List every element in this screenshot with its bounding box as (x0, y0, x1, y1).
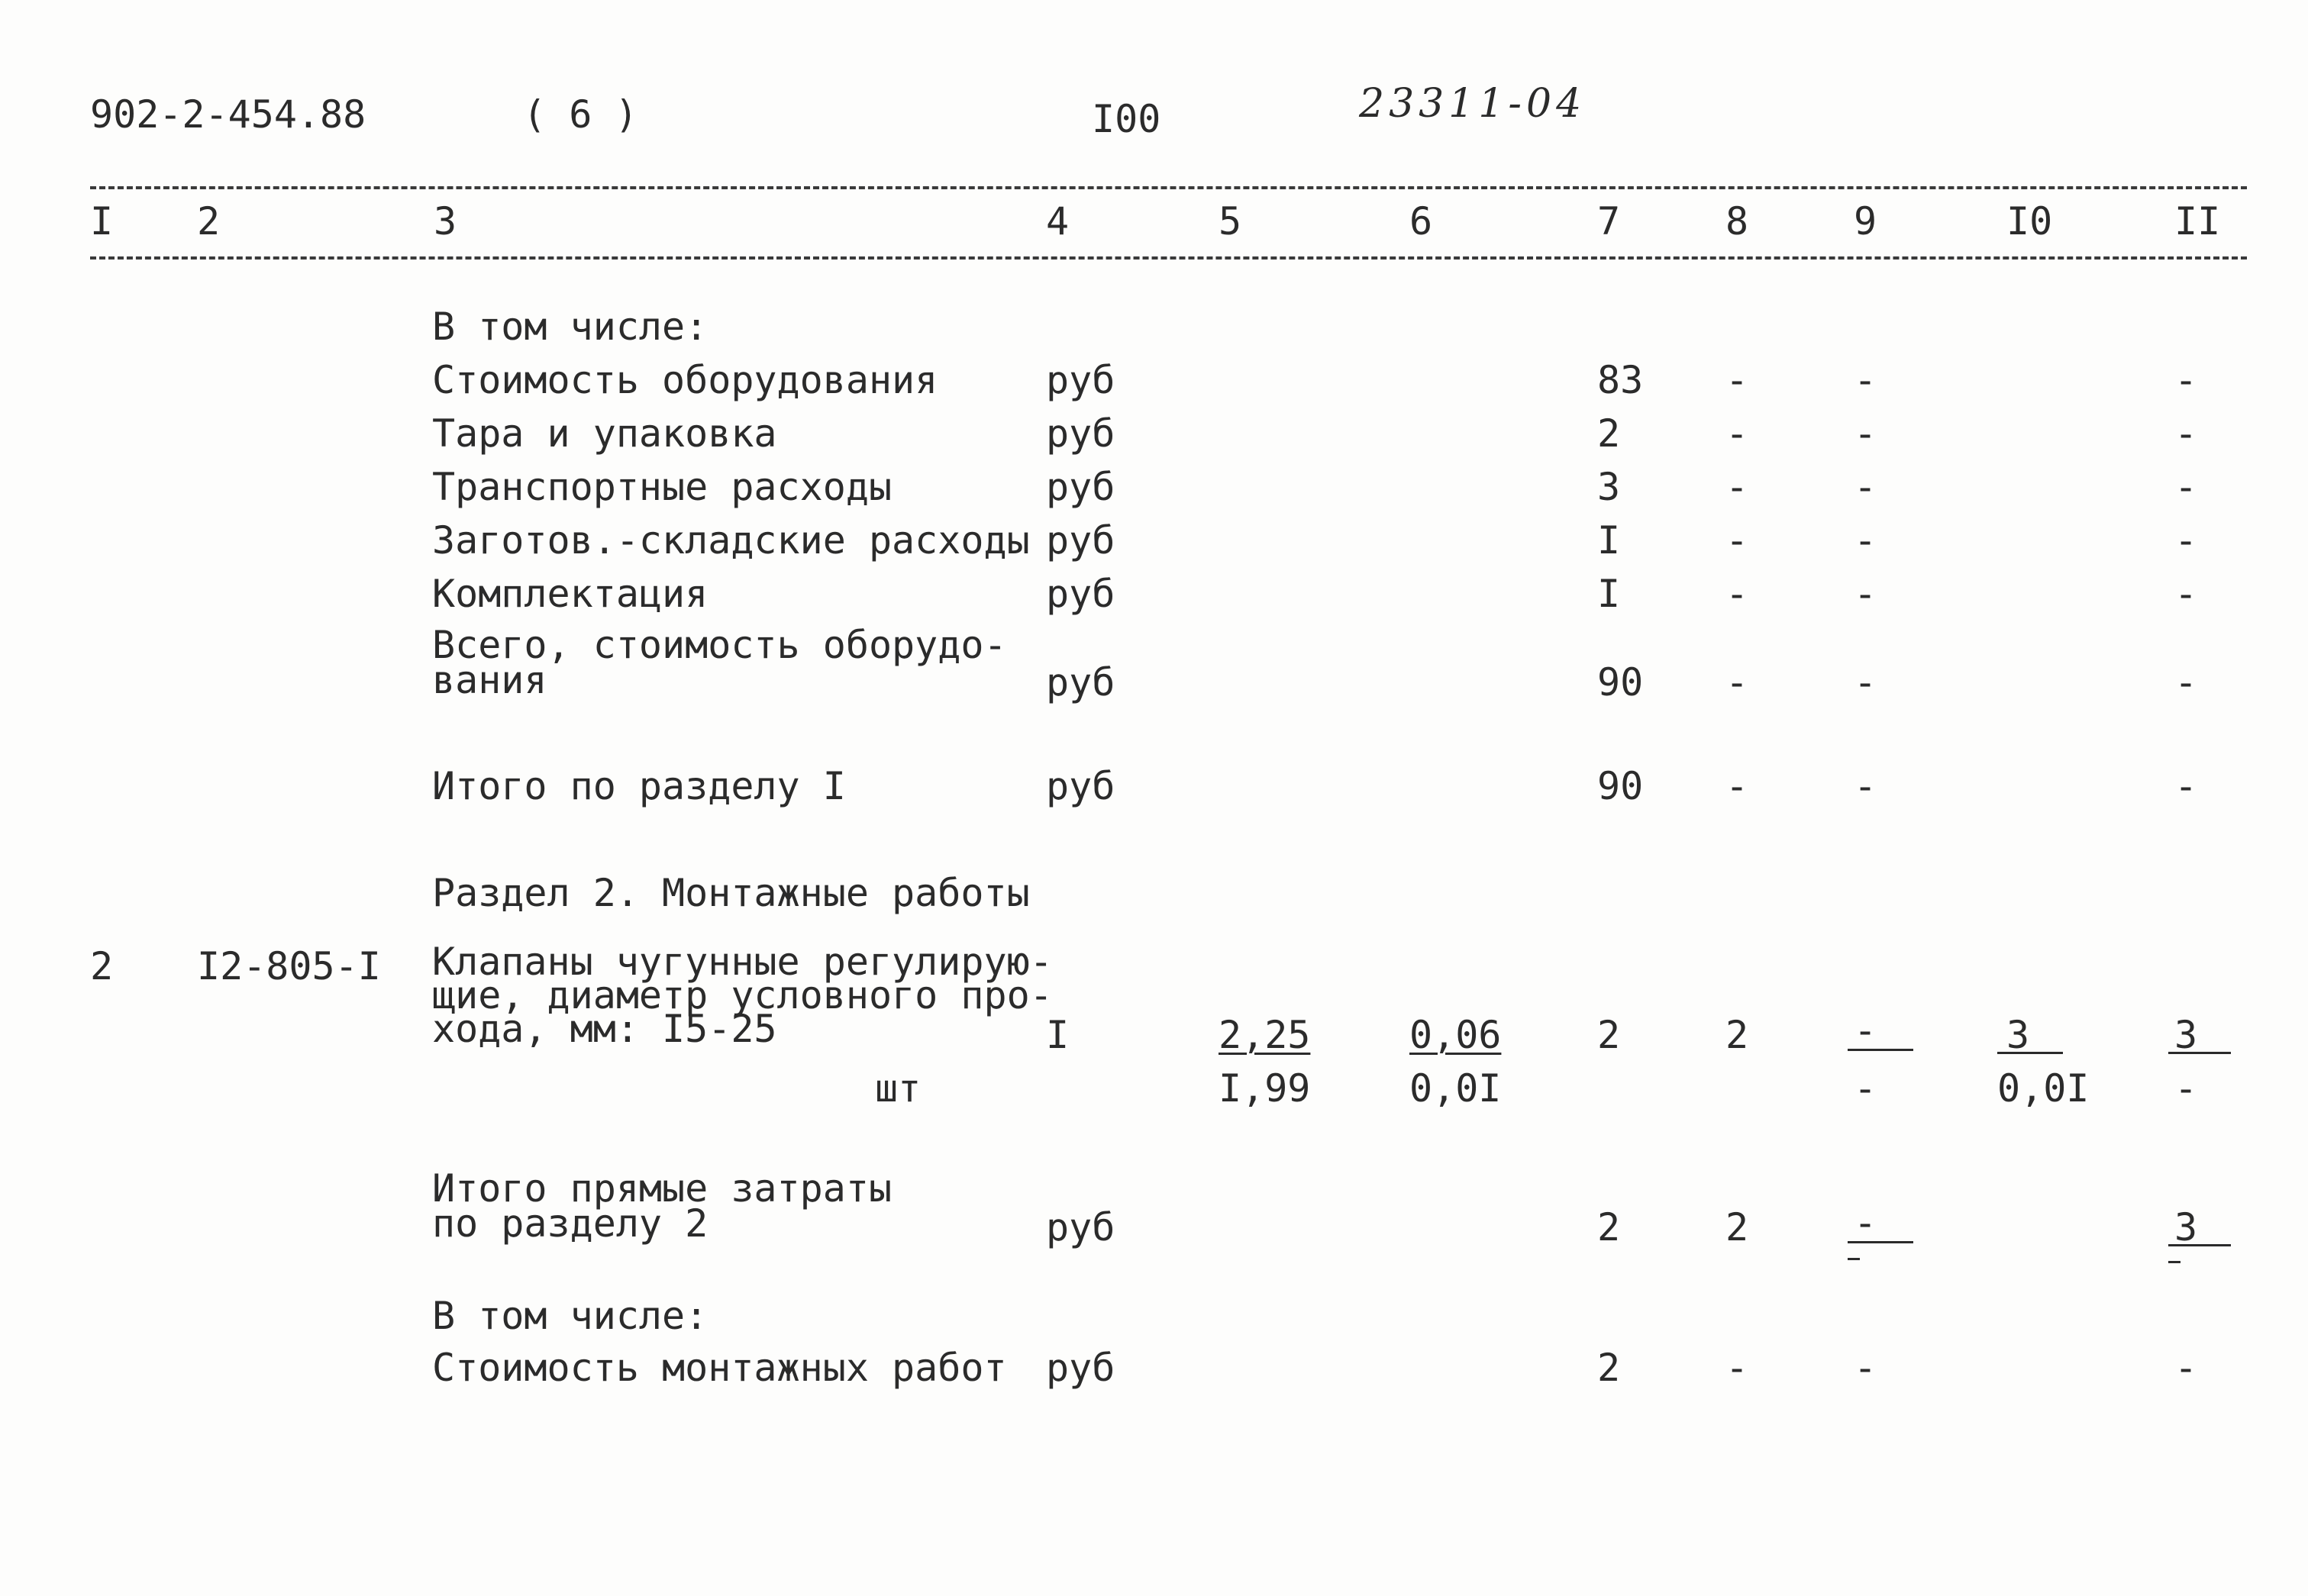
item-c8: 2 (1725, 1013, 1749, 1057)
section1-total-c9: - (1854, 764, 1877, 808)
equipment-row-name: Заготов.-складские расходы (432, 518, 1030, 563)
section1-total-c11: - (2174, 764, 2198, 808)
equipment-row-unit: руб (1046, 358, 1115, 402)
equipment-total-c9: - (1854, 660, 1877, 704)
equipment-total-c11: - (2174, 660, 2198, 704)
item-c10-underline (1997, 1052, 2063, 1054)
col-header-5: 5 (1219, 199, 1242, 243)
item-c10-top: 3 (2006, 1013, 2030, 1057)
equipment-row-unit: руб (1046, 465, 1115, 509)
header-bottom-rule (90, 256, 2247, 260)
item-c5-top: 2,25 (1219, 1013, 1311, 1057)
section1-total-c7: 90 (1597, 764, 1644, 808)
equipment-row-name: Тара и упаковка (432, 411, 777, 456)
direct-total-c9-mark (1848, 1258, 1860, 1260)
equipment-total-c7: 90 (1597, 660, 1644, 704)
item-c9-bottom: - (1854, 1066, 1877, 1111)
item-quantity: I (1046, 1013, 1070, 1057)
equipment-row-unit: руб (1046, 411, 1115, 456)
item-c6-top: 0,06 (1409, 1013, 1502, 1057)
equipment-row-c7: 83 (1597, 358, 1644, 402)
equipment-row-name: Транспортные расходы (432, 465, 893, 509)
item-desc-line2: щие, диаметр условного про- (432, 973, 1053, 1017)
section2-title: Раздел 2. Монтажные работы (432, 871, 1030, 915)
equipment-row-name: Комплектация (432, 572, 709, 616)
col-header-2: 2 (197, 199, 221, 243)
item-c10-bottom: 0,0I (1997, 1066, 2090, 1111)
mounting-cost-name: Стоимость монтажных работ (432, 1346, 1007, 1390)
equipment-row-c9: - (1854, 411, 1877, 456)
equipment-row-c8: - (1725, 465, 1749, 509)
direct-total-c9-underline (1848, 1241, 1913, 1243)
equipment-row-c7: 3 (1597, 465, 1621, 509)
item-c11-underline (2168, 1052, 2231, 1054)
section1-total-c8: - (1725, 764, 1749, 808)
direct-total-c11-underline (2168, 1244, 2231, 1246)
section1-total-label: Итого по разделу I (432, 764, 846, 808)
direct-total-line1: Итого прямые затраты (432, 1166, 893, 1211)
direct-total-c7: 2 (1597, 1205, 1621, 1249)
col-header-3: 3 (434, 199, 457, 243)
mounting-cost-c8: - (1725, 1346, 1749, 1390)
item-c9-top: - (1854, 1008, 1877, 1053)
equipment-total-unit: руб (1046, 660, 1115, 704)
mounting-cost-c7: 2 (1597, 1346, 1621, 1390)
section1-total-unit: руб (1046, 764, 1115, 808)
item-c11-top: 3 (2174, 1013, 2198, 1057)
col-header-8: 8 (1725, 199, 1749, 243)
col-header-7: 7 (1597, 199, 1621, 243)
direct-total-c8: 2 (1725, 1205, 1749, 1249)
direct-total-c9: - (1854, 1201, 1877, 1245)
equipment-row-c9: - (1854, 465, 1877, 509)
item-c11-bottom: - (2174, 1066, 2198, 1111)
equipment-total-line2: вания (432, 658, 547, 702)
col-header-9: 9 (1854, 199, 1877, 243)
equipment-row-c7: I (1597, 518, 1621, 563)
equipment-row-c8: - (1725, 358, 1749, 402)
mounting-cost-unit: руб (1046, 1346, 1115, 1390)
item-unit-label: шт (875, 1066, 922, 1111)
item-desc-line1: Клапаны чугунные регулирую- (432, 940, 1053, 984)
col-header-10: I0 (2006, 199, 2053, 243)
item-c6-bottom: 0,0I (1409, 1066, 1502, 1111)
direct-total-c11: 3 (2174, 1205, 2198, 1249)
item-c9-underline (1848, 1049, 1913, 1051)
col-header-4: 4 (1046, 199, 1070, 243)
item-c7: 2 (1597, 1013, 1621, 1057)
col-header-1: I (90, 199, 114, 243)
equipment-row-c11: - (2174, 518, 2198, 563)
equipment-row-c11: - (2174, 572, 2198, 616)
equipment-row-c9: - (1854, 572, 1877, 616)
item-c5-bottom: I,99 (1219, 1066, 1311, 1111)
col-header-11: II (2174, 199, 2221, 243)
equipment-row-c11: - (2174, 411, 2198, 456)
equipment-row-unit: руб (1046, 518, 1115, 563)
col-header-6: 6 (1409, 199, 1433, 243)
direct-total-line2: по разделу 2 (432, 1201, 709, 1246)
handwritten-number: 23311-04 (1359, 81, 1587, 127)
equipment-row-c8: - (1725, 518, 1749, 563)
equipment-row-c11: - (2174, 358, 2198, 402)
equipment-row-c7: 2 (1597, 411, 1621, 456)
document-code: 902-2-454.88 (90, 92, 366, 137)
including-label: В том числе: (432, 305, 709, 349)
equipment-row-c9: - (1854, 358, 1877, 402)
item-code: I2-805-I (197, 944, 381, 988)
direct-total-c11-mark (2168, 1261, 2180, 1263)
equipment-total-line1: Всего, стоимость оборудо- (432, 623, 1007, 667)
equipment-row-c8: - (1725, 572, 1749, 616)
mounting-cost-c11: - (2174, 1346, 2198, 1390)
equipment-row-c11: - (2174, 465, 2198, 509)
page-number: I00 (1092, 97, 1161, 141)
direct-total-unit: руб (1046, 1205, 1115, 1249)
equipment-row-c7: I (1597, 572, 1621, 616)
item-desc-line3: хода, мм: I5-25 (432, 1007, 777, 1051)
equipment-row-name: Стоимость оборудования (432, 358, 938, 402)
mounting-cost-c9: - (1854, 1346, 1877, 1390)
document-part: ( 6 ) (523, 92, 638, 137)
equipment-row-c9: - (1854, 518, 1877, 563)
including-label-2: В том числе: (432, 1294, 709, 1338)
equipment-row-unit: руб (1046, 572, 1115, 616)
equipment-total-c8: - (1725, 660, 1749, 704)
equipment-row-c8: - (1725, 411, 1749, 456)
item-number: 2 (90, 944, 114, 988)
header-top-rule (90, 186, 2247, 189)
